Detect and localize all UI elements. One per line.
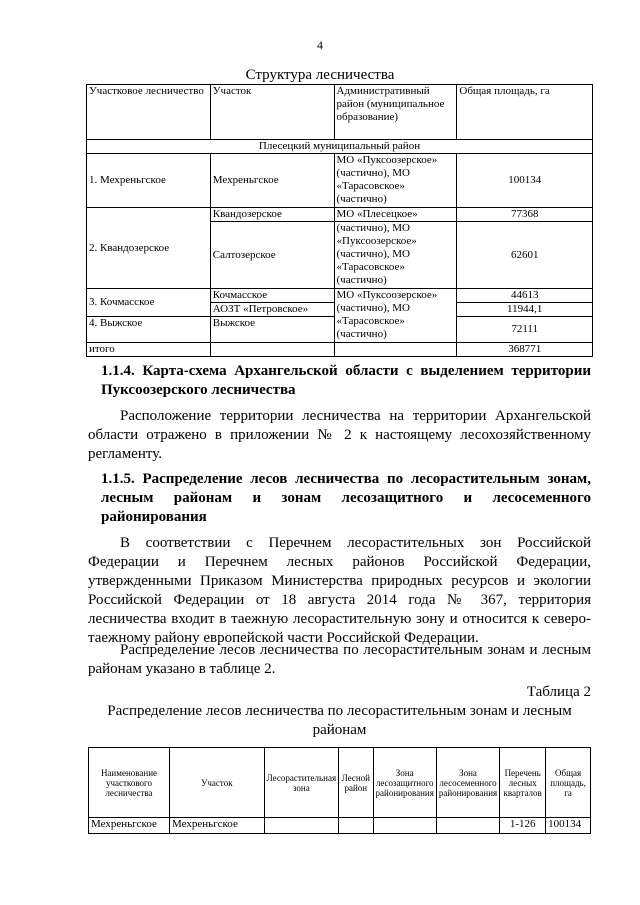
section-114-text: Расположение территории лесничества на территории Архангельской области отражено в приложении № 2 к настоящему лесохозяйственному регламенту.: [88, 408, 591, 462]
t2-header-protection-zone: Зона лесозащитного районирования: [373, 748, 436, 818]
section-115-text1: В соответствии с Перечнем лесорастительных зон Российской Федерации и Перечнем лесных районов Российской Федерации, утвержденными Приказом Министерства природных ресурсов и экологии Российской Федерации от 18 августа 2014 года № 367, территория лесничества входит в таежную лесорастительную зону и относится к северо-таежному району европейской части Российской Федерации.: [88, 535, 591, 646]
admin-cell: МО «Плесецкое»: [334, 208, 457, 222]
page-number: 4: [317, 38, 323, 52]
t2-cell-quarters: 1-126: [500, 818, 546, 834]
section-114-heading: 1.1.4. Карта-схема Архангельской области с выделением территории Пуксоозерского лесничества: [101, 363, 591, 398]
section-cell: Мехреньгское: [210, 154, 334, 208]
area-cell: 100134: [457, 154, 593, 208]
forestry-cell: 3. Кочмасское: [87, 289, 211, 317]
total-area: 368771: [457, 343, 593, 357]
section-cell: Выжское: [210, 317, 334, 343]
t2-header-zone: Лесорастительная зона: [264, 748, 338, 818]
section-cell: Квандозерское: [210, 208, 334, 222]
t2-cell-seed-zone: [436, 818, 499, 834]
forestry-cell: 1. Мехреньгское: [87, 154, 211, 208]
t2-header-district: Лесной район: [339, 748, 373, 818]
admin-cell: МО «Пуксоозерское» (частично), МО «Тарасовское» (частично): [334, 289, 457, 343]
table2-title: Распределение лесов лесничества по лесорастительным зонам и лесным районам: [107, 703, 572, 738]
area-cell: 77368: [457, 208, 593, 222]
section-115-heading: 1.1.5. Распределение лесов лесничества по лесорастительным зонам, лесным районам и зонам лесозащитного и лесосеменного районирования: [101, 471, 591, 525]
district-row: Плесецкий муниципальный район: [87, 140, 593, 154]
t2-header-quarters: Перечень лесных кварталов: [500, 748, 546, 818]
admin-cell: (частично), МО «Пуксоозерское» (частично), МО «Тарасовское» (частично): [334, 222, 457, 289]
t2-cell-area: 100134: [546, 818, 591, 834]
t2-header-seed-zone: Зона лесосеменного районирования: [436, 748, 499, 818]
header-section: Участок: [210, 85, 334, 140]
t2-cell-district: [339, 818, 373, 834]
t2-header-area: Общая площадь, га: [546, 748, 591, 818]
header-forestry: Участковое лесничество: [87, 85, 211, 140]
section-cell: АОЗТ «Петровское»: [210, 303, 334, 317]
forestry-cell: 2. Квандозерское: [87, 208, 211, 289]
t2-header-section: Участок: [169, 748, 264, 818]
forestry-cell: 4. Выжское: [87, 317, 211, 343]
area-cell: 72111: [457, 317, 593, 343]
t2-cell-forestry: Мехреньгское: [89, 818, 170, 834]
total-label: итого: [87, 343, 211, 357]
section-115-text2: Распределение лесов лесничества по лесорастительным зонам и лесным районам указано в таблице 2.: [88, 642, 591, 677]
table2-label: Таблица 2: [526, 684, 591, 700]
area-cell: 62601: [457, 222, 593, 289]
area-cell: 44613: [457, 289, 593, 303]
header-area: Общая площадь, га: [457, 85, 593, 140]
forestry-structure-table: [86, 84, 593, 357]
area-cell: 11944,1: [457, 303, 593, 317]
header-admin: Административный район (муниципальное образование): [334, 85, 457, 140]
table1-title: Структура лесничества: [245, 67, 395, 83]
t2-cell-section: Мехреньгское: [169, 818, 264, 834]
t2-cell-protection-zone: [373, 818, 436, 834]
section-cell: Салтозерское: [210, 222, 334, 289]
t2-cell-zone: [264, 818, 338, 834]
admin-cell: МО «Пуксоозерское» (частично), МО «Тарасовское» (частично): [334, 154, 457, 208]
t2-header-forestry: Наименование участкового лесничества: [89, 748, 170, 818]
section-cell: Кочмасское: [210, 289, 334, 303]
forest-distribution-table: [88, 747, 591, 834]
